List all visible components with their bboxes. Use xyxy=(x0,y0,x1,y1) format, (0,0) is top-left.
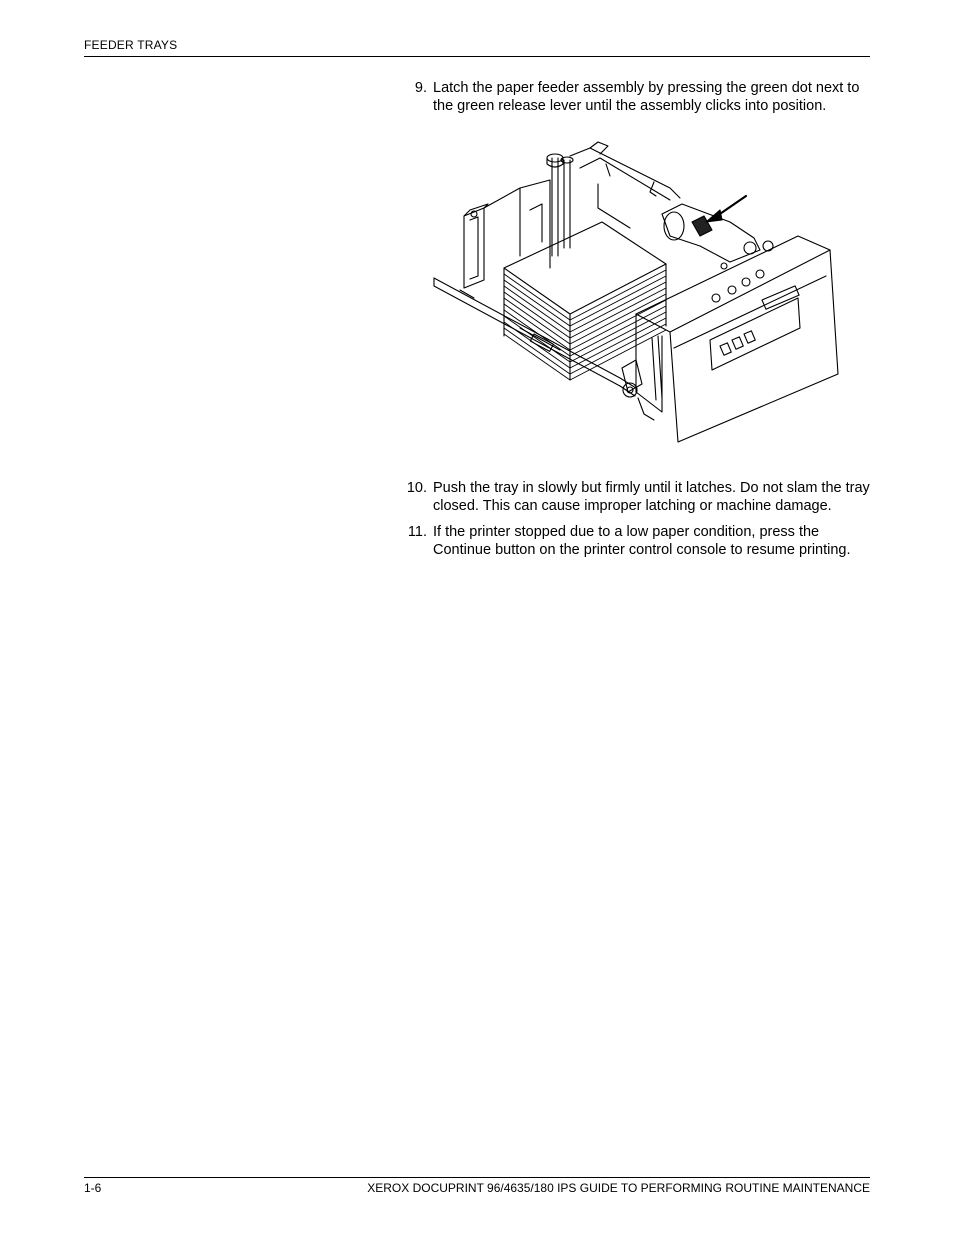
footer-document-title: XEROX DOCUPRINT 96/4635/180 IPS GUIDE TO PERFORMING ROUTINE MAINTENANCE xyxy=(367,1181,870,1195)
step-11 xyxy=(400,524,875,559)
step-9 xyxy=(400,80,875,115)
footer-rule xyxy=(84,1177,870,1178)
step-number: 9. xyxy=(414,80,427,96)
feeder-tray-illustration xyxy=(430,138,846,448)
running-header: FEEDER TRAYS xyxy=(84,38,178,52)
step-gap xyxy=(400,515,875,524)
step-number: 11. xyxy=(407,524,427,540)
step-text: If the printer stopped due to a low paper condition, press the Continue button on the printer control console to resume printing. xyxy=(433,524,851,558)
step-10 xyxy=(400,480,875,515)
feeder-tray-icon xyxy=(430,138,846,448)
header-rule xyxy=(84,56,870,57)
step-text: Push the tray in slowly but firmly until it latches. Do not slam the tray closed. This can cause improper latching or machine damage. xyxy=(433,480,870,514)
step-number: 10. xyxy=(406,480,427,496)
step-text: Latch the paper feeder assembly by pressing the green dot next to the green release lever until the assembly clicks into position. xyxy=(433,80,860,114)
page-number: 1-6 xyxy=(84,1181,102,1195)
